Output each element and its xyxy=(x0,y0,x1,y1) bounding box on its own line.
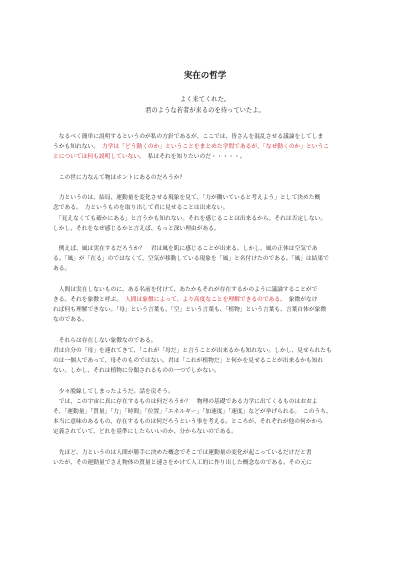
text-segment: 定義されていて、どれを基準にしたらいいのか、分からないのである。 xyxy=(53,429,237,436)
page-title: 実在の哲学 xyxy=(183,71,227,81)
text-line xyxy=(53,315,373,325)
text-segment: 先ほど、力というのは人間が勝手に決めた概念でそこでは運動量の変化が起こっているだけだと書 xyxy=(53,449,312,456)
paragraph xyxy=(53,132,373,163)
text-line xyxy=(53,356,373,366)
text-segment: 例えば、風は実在するだろうか？ 君は風を肌に感じることが出来る。しかし、風の正体は空気であ xyxy=(53,246,318,253)
text-line xyxy=(53,193,373,203)
text-line xyxy=(53,142,373,152)
text-segment: この世に力なんて物はホントにあるのだろうか？ xyxy=(53,174,186,181)
paragraph xyxy=(53,173,373,183)
paragraph xyxy=(53,336,373,377)
paragraph xyxy=(53,285,373,326)
text-segment: 君は自分の「母」を連れてきて、「これが「母だ」と言うことが出来るかも知れない。しかし、見せられたも xyxy=(53,347,332,354)
text-line xyxy=(53,132,373,142)
text-line xyxy=(53,224,373,234)
text-segment: 「見えなくても確かにある」と言うかも知れない。それを感じることは出来るから。それは否定しない。 xyxy=(53,215,327,222)
text-segment: うかも知れない。 xyxy=(53,144,102,151)
text-segment: る。「風」が「在る」のではなくて、空気が移動している現象を「風」と名付けたのである。「風」は結果で xyxy=(53,256,329,263)
highlighted-text: 力学は「どう動くのか」ということをまとめた学問であるが、「なぜ動くのか」というこ xyxy=(101,144,329,151)
text-segment: 象徴がなけ xyxy=(283,297,318,303)
text-segment: なのである。 xyxy=(53,317,88,324)
text-segment: なるべく簡単に説明するというのが私の方針であるが、ここでは、皆さんを混乱させる議論をしてしま xyxy=(53,134,324,140)
text-segment: のは一個人であって、母そのものではない。君は「これが植物だ」と何かを見せることが出来るかも知れ xyxy=(53,358,324,365)
greeting-line-1: よく来てくれた。 xyxy=(179,96,231,103)
text-line xyxy=(53,448,373,458)
text-line xyxy=(53,336,373,346)
highlighted-text: とについては何も説明していない。 xyxy=(53,154,143,161)
text-line xyxy=(53,387,373,397)
highlighted-text: 人間は象徴によって、より高度なことを理解できるのである。 xyxy=(125,297,284,303)
text-segment: それらは存在しない象徴なのである。 xyxy=(53,337,157,344)
greeting-line-2: 君のような若者が来るのを待っていたよ。 xyxy=(145,107,265,114)
text-line xyxy=(53,305,373,315)
paragraph xyxy=(53,448,373,468)
text-line xyxy=(53,285,373,295)
paragraph xyxy=(53,244,373,275)
text-line xyxy=(53,203,373,213)
text-segment: 人間は実在しないものに、ある名前を付けて、あたかもそれが存在するかのように議論することがで xyxy=(53,286,318,293)
text-segment: いたが、その運動量でさえ物体の質量と速さをかけて人工的に作り出した概念なのである。その元に xyxy=(53,460,312,466)
text-segment: では、この宇宙に真に存在するものは何だろうか？ 物理の基礎である力学に出てくるものはおおよ xyxy=(53,398,318,405)
text-line xyxy=(53,214,373,224)
text-line xyxy=(53,458,373,468)
article-body xyxy=(53,132,373,478)
text-segment: 念である。 力というものを取り出して君に見せることは出来ない。 xyxy=(53,205,229,212)
text-line xyxy=(53,173,373,183)
paragraph xyxy=(53,193,373,234)
text-segment: しかし、それをなぜ感じるかと言えば、もっと深い理由がある。 xyxy=(53,225,220,232)
text-line xyxy=(53,407,373,417)
text-line xyxy=(53,417,373,427)
text-line xyxy=(53,264,373,274)
text-line xyxy=(53,152,373,162)
text-line xyxy=(53,254,373,264)
text-line xyxy=(53,427,373,437)
text-segment: ない。しかし、それは植物に分類されるものの一つでしかない。 xyxy=(53,368,220,375)
text-line xyxy=(53,366,373,376)
text-line xyxy=(53,346,373,356)
paragraph xyxy=(53,387,373,438)
text-segment: そ、「運動量」「質量」「力」「時間」「位置」「エネルギー」「加速度」「速度」などが挙げられる。 このうち、 xyxy=(53,409,332,416)
text-segment: 力というのは、結局、運動量を変化させる現象を見て、「力が働いていると考えよう」として決めた概 xyxy=(53,195,321,202)
text-segment: 私はそれを知りたいのだ・・・・・。 xyxy=(142,154,246,161)
text-line xyxy=(53,244,373,254)
text-line xyxy=(53,295,373,305)
text-segment: 少々脱線してしまったようだ。話を戻そう。 xyxy=(53,388,174,395)
text-segment: れば何も理解できない。「母」という言葉も、「空」という言葉も、「植物」という言葉も、言葉自体が象徴 xyxy=(53,307,327,314)
text-segment: 本当に意味のあるもの、存在するものは何だろうという事を考える。ところが、それぞれが他の何かから xyxy=(53,419,324,426)
text-segment: ある。 xyxy=(53,266,71,273)
text-segment: きる。それを象徴と呼ぶ。 xyxy=(53,297,125,303)
text-line xyxy=(53,397,373,407)
